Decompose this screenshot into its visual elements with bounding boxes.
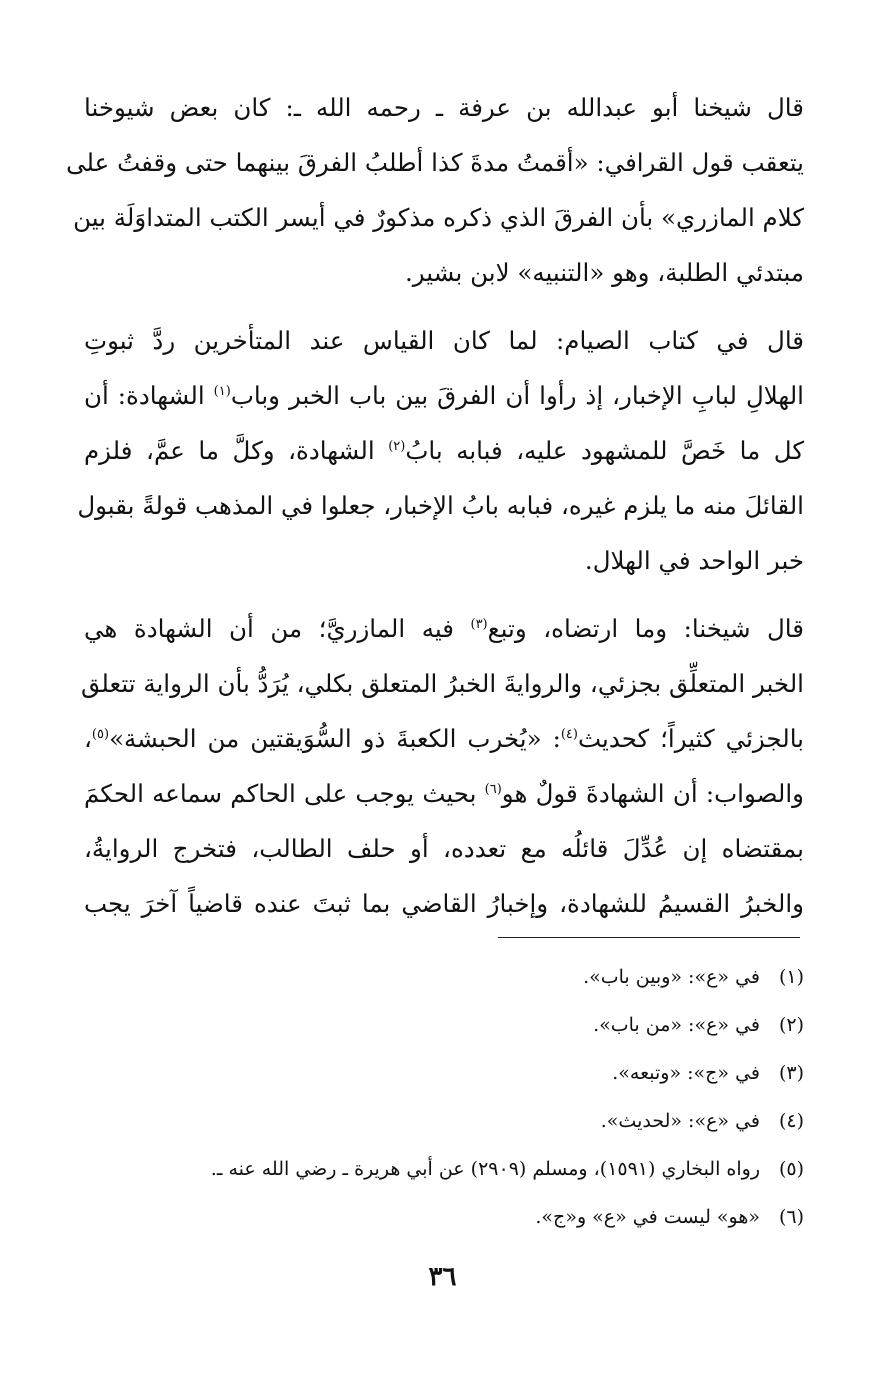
footnote-number: (٢) [778, 1014, 804, 1036]
text-segment: كل ما خَصَّ للمشهود عليه، فبابه بابُ [405, 436, 804, 465]
text-line [84, 711, 804, 766]
text-segment: بحيث يوجب على الحاكم سماعه الحكمَ [84, 779, 485, 808]
text-segment: الشهادة، وكلَّ ما عمَّ، فلزم [84, 436, 389, 465]
paragraph-fasting-book [77, 313, 804, 588]
footnote-text: في «ع»: «وبين باب». [583, 966, 760, 988]
paragraph-testimony-definition [80, 601, 804, 931]
footnote-ref-3: (٣) [470, 616, 488, 632]
footnote-number: (٤) [778, 1110, 804, 1132]
text-segment: فيه المازريَّ؛ من أن الشهادة هي [84, 614, 471, 643]
text-segment: الهلالِ لبابِ الإخبار، إذ رأوا أن الفرقَ بين باب الخبر وباب [230, 381, 804, 410]
text-line: مبتدئي الطلبة، وهو «التنبيه» لابن بشير. [404, 258, 804, 287]
text-line: القائلَ منه ما يلزم غيره، فبابه بابُ الإخبار، جعلوا في المذهب قولةً بقبول [77, 491, 804, 520]
text-segment: والصواب: أن الشهادةَ قولٌ هو [501, 779, 804, 808]
footnote-ref-2: (٢) [388, 438, 406, 454]
footnote-text: في «ع»: «لحديث». [600, 1110, 760, 1132]
text-line [84, 423, 804, 478]
footnote-ref-4: (٤) [560, 726, 578, 742]
footnote-1 [84, 953, 804, 1001]
footnote-text: «هو» ليست في «ع» و«ج». [535, 1206, 760, 1228]
paragraph-ibn-arafa [66, 80, 804, 300]
footnote-ref-5: (٥) [91, 726, 110, 742]
text-segment: بالجزئي كثيراً؛ كحديث [577, 724, 804, 753]
footnote-text: في «ج»: «وتبعه». [612, 1062, 760, 1084]
footnote-number: (١) [778, 966, 804, 988]
footnote-4 [84, 1097, 804, 1145]
text-line [84, 368, 804, 423]
text-segment: : «يُخرب الكعبةَ ذو السُّوَيقتين من الحبشة» [109, 724, 561, 753]
footnote-text: رواه البخاري (١٥٩١)، ومسلم (٢٩٠٩) عن أبي هريرة ـ رضي الله عنه ـ. [210, 1158, 760, 1180]
footnote-ref-1: (١) [213, 383, 231, 399]
footnote-6 [84, 1193, 804, 1241]
text-segment: الشهادة: أن [84, 381, 214, 410]
text-segment: قال شيخنا: وما ارتضاه، وتبع [487, 614, 804, 643]
text-line: والخبرُ القسيمُ للشهادة، وإخبارُ القاضي بما ثبتَ عنده قاضياً آخرَ يجب [84, 889, 804, 918]
footnote-text: في «ع»: «من باب». [593, 1014, 760, 1036]
footnote-5 [84, 1145, 804, 1193]
footnotes-list [84, 953, 804, 1241]
text-line: الخبر المتعلِّق بجزئي، والروايةَ الخبرُ المتعلق بكلي، يُرَدُّ بأن الرواية تتعلق [80, 669, 804, 698]
text-segment: ، [84, 724, 92, 753]
text-line: قال في كتاب الصيام: لما كان القياس عند المتأخرين ردَّ ثبوتِ [84, 326, 804, 355]
text-line: يتعقب قول القرافي: «أقمتُ مدةَ كذا أطلبُ الفرقَ بينهما حتى وقفتُ على [66, 148, 804, 177]
main-text [66, 80, 804, 931]
footnote-number: (٦) [778, 1206, 804, 1228]
text-line: كلام المازري» بأن الفرقَ الذي ذكره مذكورٌ في أيسر الكتب المتداوَلَة بين [73, 203, 804, 232]
text-line: قال شيخنا أبو عبدالله بن عرفة ـ رحمه الله ـ: كان بعض شيوخنا [84, 93, 804, 122]
text-line [84, 766, 804, 821]
text-line: بمقتضاه إن عُدِّلَ قائلُه مع تعدده، أو حلف الطالب، فتخرج الروايةُ، [84, 834, 804, 863]
text-line [84, 601, 804, 656]
footnote-separator [498, 937, 800, 938]
footnote-3 [84, 1049, 804, 1097]
footnote-number: (٣) [778, 1062, 804, 1084]
text-line: خبر الواحد في الهلال. [584, 546, 804, 575]
footnote-2 [84, 1001, 804, 1049]
footnote-number: (٥) [778, 1158, 804, 1180]
footnote-ref-6: (٦) [484, 781, 502, 797]
page-number: ٣٦ [428, 1262, 457, 1292]
